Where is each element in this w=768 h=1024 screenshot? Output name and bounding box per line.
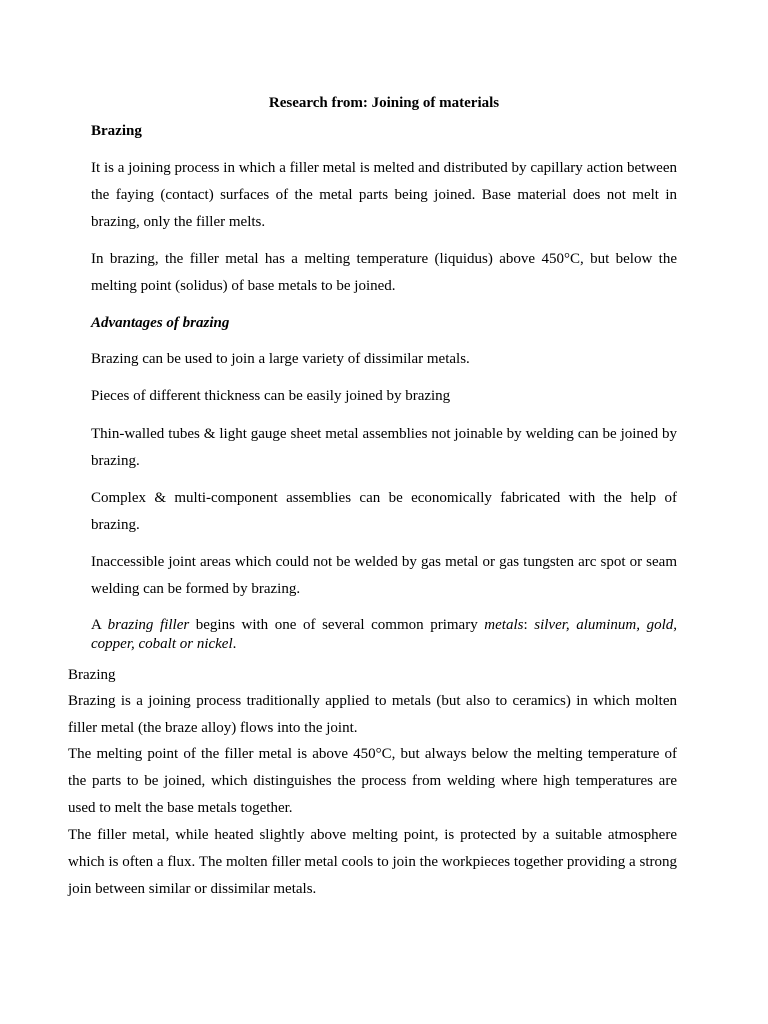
filler-text: begins with one of several common primary (189, 617, 485, 633)
advantage-item: Brazing can be used to join a large variety of dissimilar metals. (91, 351, 470, 367)
advantage-item: Complex & multi-component assemblies can be economically fabricated with the help of brazing. (91, 490, 677, 533)
filler-metals-sentence (91, 616, 677, 654)
temperature-paragraph: In brazing, the filler metal has a melting temperature (liquidus) above 450°C, but below the melting point (solidus) of base metals to be joined. (91, 251, 677, 294)
filler-text: : (523, 617, 535, 633)
section-heading: Brazing (91, 123, 142, 139)
filler-italic-term: metals (484, 617, 524, 633)
advantage-item: Inaccessible joint areas which could not be welded by gas metal or gas tungsten arc spot or seam welding can be formed by brazing. (91, 554, 677, 597)
filler-text: . (232, 636, 237, 652)
second-section-paragraph: The filler metal, while heated slightly above melting point, is protected by a suitable atmosphere which is often a flux. The molten filler metal cools to join the workpieces together providing a strong join between similar or dissimilar metals. (68, 827, 677, 897)
advantages-heading: Advantages of brazing (91, 315, 230, 331)
second-section-paragraph: Brazing is a joining process traditionally applied to metals (but also to ceramics) in which molten filler metal (the braze alloy) flows into the joint. (68, 693, 677, 736)
advantage-item: Thin-walled tubes & light gauge sheet metal assemblies not joinable by welding can be joined by brazing. (91, 426, 677, 469)
filler-italic-term: brazing filler (107, 617, 190, 633)
filler-text: A (91, 617, 108, 633)
definition-paragraph: It is a joining process in which a filler metal is melted and distributed by capillary action between the faying (contact) surfaces of the metal parts being joined. Base material does not melt in brazing, only the filler melts. (91, 160, 677, 230)
second-section-heading: Brazing (68, 667, 116, 683)
advantage-item: Pieces of different thickness can be easily joined by brazing (91, 388, 451, 404)
document-title: Research from: Joining of materials (268, 95, 500, 111)
filler-metal-list: silver, aluminum, gold, copper, cobalt or nickel (91, 617, 677, 652)
second-section-paragraph: The melting point of the filler metal is above 450°C, but always below the melting temperature of the parts to be joined, which distinguishes the process from welding where high temperatures are used to melt the base metals together. (68, 746, 677, 816)
